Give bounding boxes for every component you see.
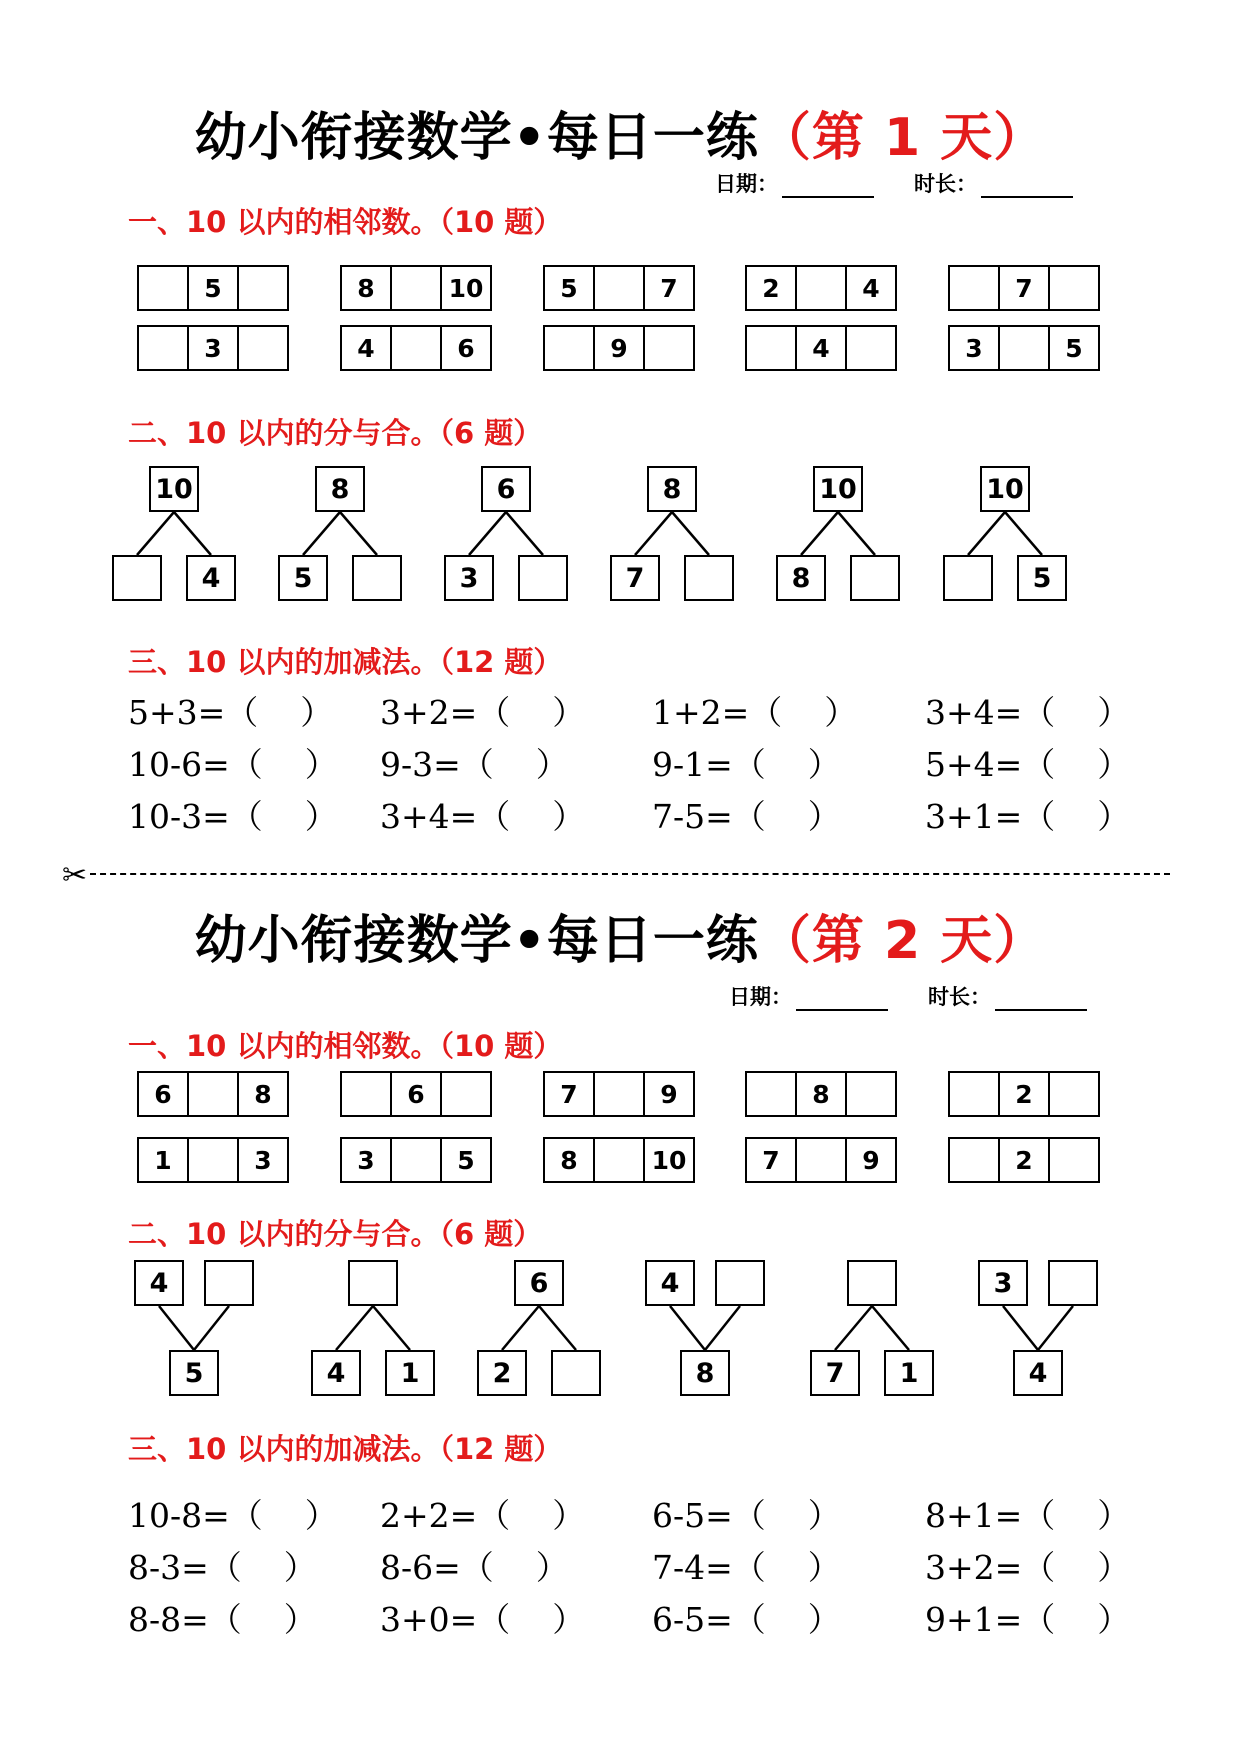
connector-line (801, 512, 838, 555)
equation[interactable]: 3+4=（ ） (380, 797, 586, 836)
number-box: 6 (514, 1260, 564, 1306)
connector-line (469, 512, 506, 555)
title-day2 (0, 898, 1241, 973)
given-number: 8 (342, 267, 392, 309)
answer-cell[interactable] (1050, 267, 1098, 309)
answer-cell[interactable] (189, 1073, 239, 1115)
connector-line (373, 1306, 410, 1350)
adjacent-number-row (543, 1137, 695, 1183)
answer-cell[interactable] (950, 267, 1000, 309)
adjacent-number-row (137, 265, 289, 311)
title-day-number: （第 2 天） (758, 911, 1047, 971)
given-number: 2 (747, 267, 797, 309)
connector-line (635, 512, 672, 555)
answer-cell[interactable] (139, 327, 189, 369)
given-number: 2 (1000, 1073, 1050, 1115)
given-number: 10 (651, 1145, 687, 1175)
given-number: 9 (660, 1079, 678, 1109)
number-box: 8 (647, 466, 697, 512)
duration-field[interactable] (981, 178, 1073, 198)
answer-cell[interactable] (797, 267, 847, 309)
given-number: 1 (139, 1139, 189, 1181)
connector-line (137, 512, 174, 555)
number-box: 10 (980, 466, 1030, 512)
date-field[interactable] (796, 991, 888, 1011)
scissors-icon: ✂ (62, 858, 88, 893)
equation[interactable]: 3+2=（ ） (925, 1548, 1131, 1587)
number-box: 3 (444, 555, 494, 601)
adjacent-number-row (340, 325, 492, 371)
title-main: 幼小衔接数学•每日一练 (194, 911, 759, 971)
adjacent-number-row (137, 325, 289, 371)
adjacent-number-row (340, 265, 492, 311)
connector-line (835, 1306, 872, 1350)
connector-line (1038, 1306, 1073, 1350)
given-number: 7 (1000, 267, 1050, 309)
connector-line (705, 1306, 740, 1350)
equation[interactable]: 3+1=（ ） (925, 797, 1131, 836)
number-box[interactable] (1048, 1260, 1098, 1306)
adjacent-number-row (137, 1071, 289, 1117)
equation[interactable]: 8+1=（ ） (925, 1496, 1131, 1535)
connector-line (670, 1306, 705, 1350)
section-split-heading: 二、10 以内的分与合。（6 题） (128, 1217, 543, 1251)
equation[interactable]: 1+2=（ ） (652, 693, 858, 732)
adjacent-number-row (745, 325, 897, 371)
connector-line (872, 1306, 909, 1350)
connector-line (194, 1306, 229, 1350)
connector-line (303, 512, 340, 555)
title-day-number: （第 1 天） (758, 108, 1047, 168)
connector-line (336, 1306, 373, 1350)
equation[interactable]: 6-5=（ ） (652, 1496, 841, 1535)
connector-line (838, 512, 875, 555)
date-label: 日期： (729, 985, 792, 1009)
equation[interactable]: 10-8=（ ） (128, 1496, 338, 1535)
adjacent-number-row (745, 1071, 897, 1117)
answer-cell[interactable] (747, 1073, 797, 1115)
answer-cell[interactable] (342, 1073, 392, 1115)
number-box[interactable] (112, 555, 162, 601)
given-number: 7 (747, 1139, 797, 1181)
equation[interactable]: 3+0=（ ） (380, 1600, 586, 1639)
number-box: 2 (477, 1350, 527, 1396)
number-box: 5 (1017, 555, 1067, 601)
equation[interactable]: 9-1=（ ） (652, 745, 841, 784)
adjacent-number-row (137, 1137, 289, 1183)
number-box[interactable] (715, 1260, 765, 1306)
equation[interactable]: 2+2=（ ） (380, 1496, 586, 1535)
equation[interactable]: 9+1=（ ） (925, 1600, 1131, 1639)
title-day1 (0, 95, 1241, 170)
section-adjacent-heading: 一、10 以内的相邻数。（10 题） (128, 205, 563, 239)
given-number: 3 (254, 1145, 272, 1175)
number-box: 5 (169, 1350, 219, 1396)
equation[interactable]: 10-3=（ ） (128, 797, 338, 836)
number-box[interactable] (518, 555, 568, 601)
number-box[interactable] (684, 555, 734, 601)
answer-cell[interactable] (392, 1139, 442, 1181)
adjacent-number-row (948, 1137, 1100, 1183)
answer-cell[interactable] (950, 1139, 1000, 1181)
number-box: 4 (134, 1260, 184, 1306)
answer-cell[interactable] (645, 327, 693, 369)
number-box[interactable] (847, 1260, 897, 1306)
given-number: 6 (457, 333, 475, 363)
equation[interactable]: 3+4=（ ） (925, 693, 1131, 732)
meta-day1 (715, 168, 1113, 198)
adjacent-number-row (543, 265, 695, 311)
equation[interactable]: 5+3=（ ） (128, 693, 334, 732)
connector-line (340, 512, 377, 555)
answer-cell[interactable] (1050, 1139, 1098, 1181)
number-box[interactable] (348, 1260, 398, 1306)
section-split-heading: 二、10 以内的分与合。（6 题） (128, 416, 543, 450)
equation[interactable]: 5+4=（ ） (925, 745, 1131, 784)
number-box: 1 (884, 1350, 934, 1396)
equation[interactable]: 7-4=（ ） (652, 1548, 841, 1587)
number-box: 5 (278, 555, 328, 601)
equation[interactable]: 9-3=（ ） (380, 745, 569, 784)
answer-cell[interactable] (950, 1073, 1000, 1115)
date-field[interactable] (782, 178, 874, 198)
adjacent-number-row (340, 1071, 492, 1117)
number-box[interactable] (352, 555, 402, 601)
answer-cell[interactable] (1050, 1073, 1098, 1115)
connector-line (159, 1306, 194, 1350)
adjacent-number-row (948, 325, 1100, 371)
number-box[interactable] (943, 555, 993, 601)
given-number: 6 (392, 1073, 442, 1115)
equation[interactable]: 8-6=（ ） (380, 1548, 569, 1587)
given-number: 4 (797, 327, 847, 369)
number-box: 8 (680, 1350, 730, 1396)
given-number: 3 (189, 327, 239, 369)
number-box: 10 (813, 466, 863, 512)
given-number: 5 (189, 267, 239, 309)
given-number: 4 (342, 327, 392, 369)
number-box[interactable] (551, 1350, 601, 1396)
number-box: 3 (978, 1260, 1028, 1306)
answer-cell[interactable] (545, 327, 595, 369)
adjacent-number-row (948, 265, 1100, 311)
given-number: 3 (342, 1139, 392, 1181)
date-label: 日期： (715, 172, 778, 196)
number-box: 6 (481, 466, 531, 512)
given-number: 5 (457, 1145, 475, 1175)
given-number: 2 (1000, 1139, 1050, 1181)
given-number: 4 (862, 273, 880, 303)
connector-line (502, 1306, 539, 1350)
connector-line (174, 512, 211, 555)
answer-cell[interactable] (189, 1139, 239, 1181)
number-box: 8 (315, 466, 365, 512)
adjacent-number-row (745, 265, 897, 311)
answer-cell[interactable] (139, 267, 189, 309)
given-number: 3 (950, 327, 1000, 369)
answer-cell[interactable] (797, 1139, 847, 1181)
adjacent-number-row (948, 1071, 1100, 1117)
section-arith-heading: 三、10 以内的加减法。（12 题） (128, 645, 563, 679)
equation[interactable]: 10-6=（ ） (128, 745, 338, 784)
connector-line (506, 512, 543, 555)
equation[interactable]: 8-3=（ ） (128, 1548, 317, 1587)
answer-cell[interactable] (1000, 327, 1050, 369)
answer-cell[interactable] (392, 267, 442, 309)
number-box: 4 (645, 1260, 695, 1306)
title-main: 幼小衔接数学•每日一练 (194, 108, 759, 168)
number-box: 7 (810, 1350, 860, 1396)
equation[interactable]: 6-5=（ ） (652, 1600, 841, 1639)
answer-cell[interactable] (595, 1139, 645, 1181)
number-box: 8 (776, 555, 826, 601)
given-number: 5 (1065, 333, 1083, 363)
number-box: 4 (311, 1350, 361, 1396)
equation[interactable]: 7-5=（ ） (652, 797, 841, 836)
answer-cell[interactable] (239, 327, 287, 369)
duration-label: 时长： (928, 985, 991, 1009)
given-number: 8 (254, 1079, 272, 1109)
answer-cell[interactable] (239, 267, 287, 309)
equation[interactable]: 8-8=（ ） (128, 1600, 317, 1639)
given-number: 10 (448, 273, 484, 303)
number-box: 7 (610, 555, 660, 601)
adjacent-number-row (543, 1071, 695, 1117)
number-box: 4 (186, 555, 236, 601)
number-box[interactable] (850, 555, 900, 601)
equation[interactable]: 3+2=（ ） (380, 693, 586, 732)
connector-line (539, 1306, 576, 1350)
answer-cell[interactable] (847, 1073, 895, 1115)
given-number: 7 (545, 1073, 595, 1115)
answer-cell[interactable] (442, 1073, 490, 1115)
given-number: 9 (595, 327, 645, 369)
number-box: 4 (1013, 1350, 1063, 1396)
section-adjacent-heading: 一、10 以内的相邻数。（10 题） (128, 1029, 563, 1063)
given-number: 5 (545, 267, 595, 309)
answer-cell[interactable] (595, 267, 645, 309)
meta-day2 (729, 981, 1127, 1011)
answer-cell[interactable] (747, 327, 797, 369)
answer-cell[interactable] (595, 1073, 645, 1115)
connector-line (1005, 512, 1042, 555)
given-number: 6 (139, 1073, 189, 1115)
duration-label: 时长： (914, 172, 977, 196)
connector-line (1003, 1306, 1038, 1350)
connector-line (672, 512, 709, 555)
duration-field[interactable] (995, 991, 1087, 1011)
number-box: 1 (385, 1350, 435, 1396)
section-arith-heading: 三、10 以内的加减法。（12 题） (128, 1432, 563, 1466)
adjacent-number-row (340, 1137, 492, 1183)
given-number: 7 (660, 273, 678, 303)
number-box[interactable] (204, 1260, 254, 1306)
given-number: 9 (862, 1145, 880, 1175)
adjacent-number-row (745, 1137, 897, 1183)
connector-line (968, 512, 1005, 555)
given-number: 8 (797, 1073, 847, 1115)
answer-cell[interactable] (392, 327, 442, 369)
answer-cell[interactable] (847, 327, 895, 369)
given-number: 8 (545, 1139, 595, 1181)
adjacent-number-row (543, 325, 695, 371)
cut-line (90, 873, 1170, 875)
number-box: 10 (149, 466, 199, 512)
